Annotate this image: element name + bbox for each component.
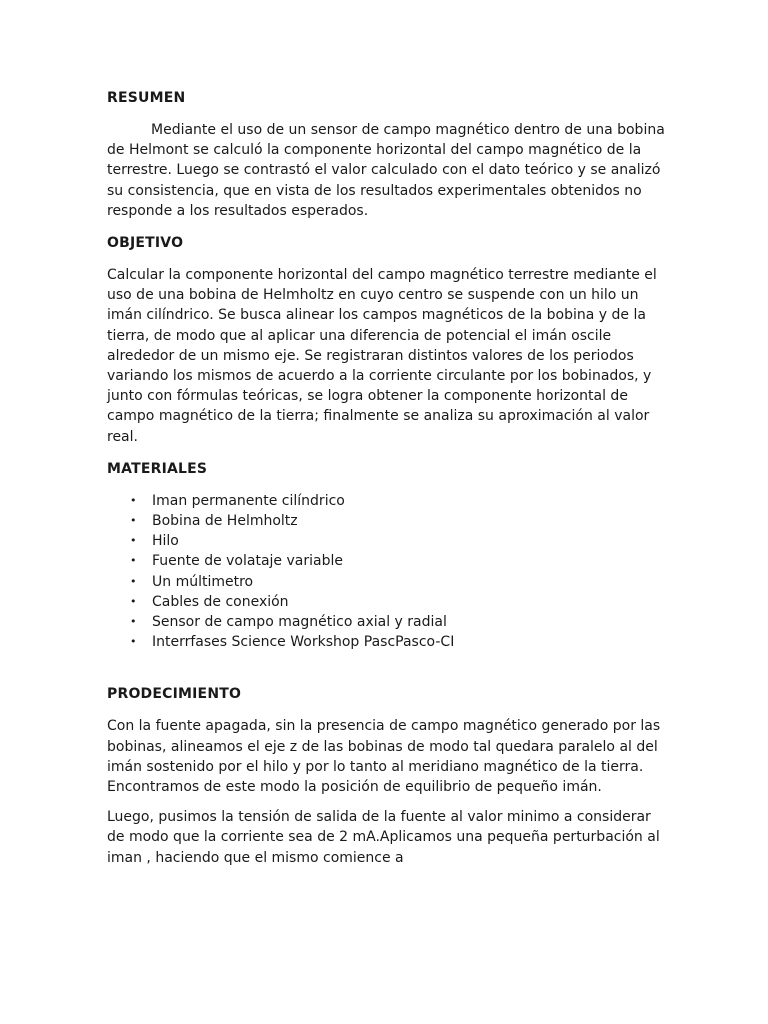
document-page: [107, 88, 667, 868]
materiales-heading: MATERIALES: [107, 460, 208, 477]
list-item: [107, 491, 667, 511]
list-item: [107, 551, 667, 571]
list-item-label: Hilo: [152, 533, 179, 550]
list-item: [107, 592, 667, 612]
resumen-heading: RESUMEN: [107, 90, 186, 106]
list-item: [107, 531, 667, 551]
list-item: [107, 572, 667, 592]
list-item-label: Un múltimetro: [152, 573, 254, 590]
list-item: [107, 511, 667, 531]
bullet-icon: •: [130, 615, 137, 629]
objetivo-heading: OBJETIVO: [107, 235, 184, 252]
bullet-icon: •: [130, 554, 137, 568]
procedimiento-heading: PRODECIMIENTO: [107, 686, 242, 703]
bullet-icon: •: [130, 514, 137, 528]
procedimiento-paragraph-2: Luego, pusimos la tensión de salida de la fuente al valor minimo a considerar de modo que la corriente sea de 2 mA.Aplicamos una pequeña perturbación al iman , haciendo que el mismo comience a: [107, 809, 660, 866]
list-item: [107, 632, 667, 652]
bullet-icon: •: [130, 574, 137, 588]
list-item: [107, 612, 667, 632]
bullet-icon: •: [130, 534, 137, 548]
list-item-label: Interrfases Science Workshop PascPasco-CI: [152, 634, 455, 651]
procedimiento-paragraph-1: Con la fuente apagada, sin la presencia de campo magnético generado por las bobinas, alineamos el eje z de las bobinas de modo tal quedara paralelo al del imán sostenido por el hilo y por lo tanto al meridiano magnético de la tierra. Encontramos de este modo la posición de equilibrio de pequeño imán.: [107, 718, 661, 796]
list-item-label: Iman permanente cilíndrico: [152, 492, 345, 509]
list-item-label: Fuente de volataje variable: [152, 553, 343, 570]
materials-list: [107, 491, 667, 653]
list-item-label: Cables de conexión: [152, 593, 289, 610]
list-item-label: Bobina de Helmholtz: [152, 513, 298, 530]
list-item-label: Sensor de campo magnético axial y radial: [152, 614, 447, 631]
resumen-body: Mediante el uso de un sensor de campo magnético dentro de una bobina de Helmont se calculó la componente horizontal del campo magnético de la terrestre. Luego se contrastó el valor calculado con el dato teórico y se analizó su consistencia, que en vista de los resultados experimentales obtenidos no responde a los resultados esperados.: [107, 122, 665, 219]
bullet-icon: •: [130, 493, 137, 507]
bullet-icon: •: [130, 635, 137, 649]
bullet-icon: •: [130, 594, 137, 608]
objetivo-body: Calcular la componente horizontal del campo magnético terrestre mediante el uso de una bobina de Helmholtz en cuyo centro se suspende con un hilo un imán cilíndrico. Se busca alinear los campos magnéticos de la bobina y de la tierra, de modo que al aplicar una diferencia de potencial el imán oscile alrededor de un mismo eje. Se registraran distintos valores de los periodos variando los mismos de acuerdo a la corriente circulante por los bobinados, y junto con fórmulas teóricas, se logra obtener la componente horizontal de campo magnético de la tierra; finalmente se analiza su aproximación al valor real.: [107, 267, 657, 445]
